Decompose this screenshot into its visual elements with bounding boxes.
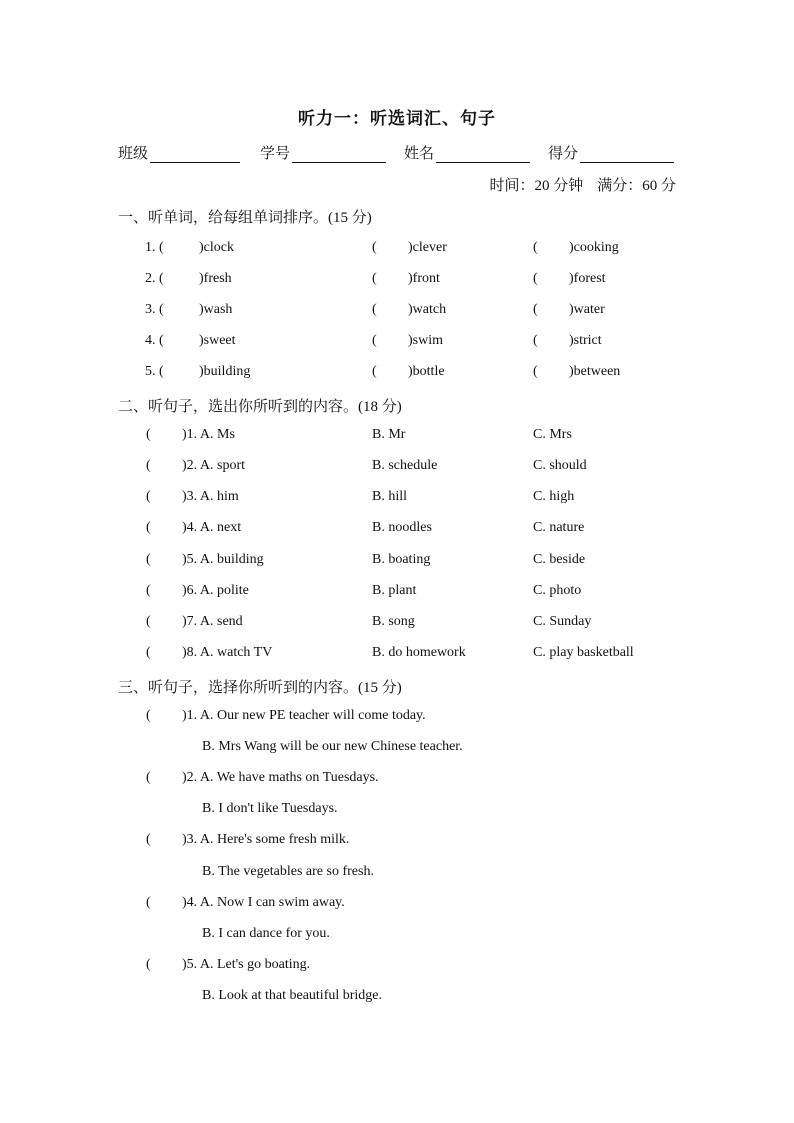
option-a: )6. A. polite: [182, 583, 249, 598]
option-a: )4. A. next: [182, 520, 242, 535]
word-option: )strict: [569, 333, 602, 348]
section2-title: 二、听句子，选出你所听到的内容。(18 分): [118, 399, 402, 415]
word-option: )cooking: [569, 240, 619, 255]
option-b: B. I don't like Tuesdays.: [202, 801, 338, 816]
score-label: 得分: [548, 146, 579, 162]
class-blank: [150, 146, 240, 163]
open-paren: (: [146, 708, 151, 723]
open-paren: (: [146, 957, 151, 972]
section3-title: 三、听句子，选择你所听到的内容。(15 分): [118, 680, 402, 696]
row-number: 3. (: [145, 302, 164, 317]
word-option: )watch: [408, 302, 447, 317]
word-option: )water: [569, 302, 605, 317]
section1-row: [0, 271, 794, 291]
option-b: B. song: [372, 614, 415, 629]
option-a: )2. A. sport: [182, 458, 245, 473]
open-paren: (: [146, 770, 151, 785]
word-option: )front: [408, 271, 440, 286]
option-c: C. play basketball: [533, 645, 634, 660]
open-paren: (: [146, 520, 151, 535]
section1-row: [0, 333, 794, 353]
section2-row: [0, 458, 794, 478]
class-field: [118, 142, 240, 163]
option-b: B. Mr: [372, 427, 406, 442]
option-a: )1. A. Our new PE teacher will come today.: [182, 708, 426, 723]
word-option: )clock: [199, 240, 234, 255]
time-score-row: [489, 174, 676, 195]
open-paren: (: [533, 302, 538, 317]
option-a: )2. A. We have maths on Tuesdays.: [182, 770, 379, 785]
word-option: )wash: [199, 302, 233, 317]
section2-row: [0, 614, 794, 634]
student-info-row: [118, 142, 678, 164]
word-option: )between: [569, 364, 621, 379]
word-option: )bottle: [408, 364, 445, 379]
option-a: )5. A. building: [182, 552, 264, 567]
option-b: B. hill: [372, 489, 408, 504]
open-paren: (: [146, 427, 151, 442]
row-number: 4. (: [145, 333, 164, 348]
open-paren: (: [533, 240, 538, 255]
score-blank: [580, 146, 674, 163]
class-label: 班级: [118, 146, 149, 162]
open-paren: (: [372, 271, 377, 286]
open-paren: (: [146, 552, 151, 567]
number-label: 学号: [260, 146, 291, 162]
option-c: C. Sunday: [533, 614, 592, 629]
full-score-text: 满分：60 分: [597, 178, 676, 194]
option-a: )7. A. send: [182, 614, 243, 629]
open-paren: (: [146, 645, 151, 660]
section2-row: [0, 552, 794, 572]
option-b: B. schedule: [372, 458, 438, 473]
section2-row: [0, 427, 794, 447]
option-a: )8. A. watch TV: [182, 645, 273, 660]
section2-row: [0, 645, 794, 665]
word-option: )clever: [408, 240, 447, 255]
option-b: B. I can dance for you.: [202, 926, 330, 941]
word-option: )building: [199, 364, 251, 379]
row-number: 2. (: [145, 271, 164, 286]
name-field: [404, 142, 530, 163]
open-paren: (: [146, 583, 151, 598]
open-paren: (: [372, 302, 377, 317]
option-a: )1. A. Ms: [182, 427, 235, 442]
open-paren: (: [146, 895, 151, 910]
time-text: 时间：20 分钟: [489, 178, 584, 194]
option-a: )5. A. Let's go boating.: [182, 957, 311, 972]
option-b: B. The vegetables are so fresh.: [202, 864, 374, 879]
open-paren: (: [372, 240, 377, 255]
option-b: B. boating: [372, 552, 431, 567]
open-paren: (: [146, 458, 151, 473]
section1-row: [0, 364, 794, 384]
option-b: B. do homework: [372, 645, 466, 660]
page-title: 听力一：听选词汇、句子: [298, 109, 496, 128]
option-a: )4. A. Now I can swim away.: [182, 895, 345, 910]
word-option: )sweet: [199, 333, 236, 348]
section2-row: [0, 520, 794, 540]
section2-row: [0, 583, 794, 603]
open-paren: (: [533, 333, 538, 348]
option-b: B. Look at that beautiful bridge.: [202, 988, 383, 1003]
option-c: C. photo: [533, 583, 582, 598]
option-c: C. Mrs: [533, 427, 572, 442]
option-c: C. nature: [533, 520, 585, 535]
open-paren: (: [146, 832, 151, 847]
open-paren: (: [146, 489, 151, 504]
option-a: )3. A. Here's some fresh milk.: [182, 832, 350, 847]
section1-row: [0, 302, 794, 322]
name-label: 姓名: [404, 146, 435, 162]
open-paren: (: [533, 271, 538, 286]
open-paren: (: [533, 364, 538, 379]
open-paren: (: [372, 333, 377, 348]
option-b: B. Mrs Wang will be our new Chinese teacher.: [202, 739, 463, 754]
option-b: B. plant: [372, 583, 417, 598]
word-option: )fresh: [199, 271, 232, 286]
option-b: B. noodles: [372, 520, 432, 535]
number-field: [260, 142, 386, 163]
section1-row: [0, 240, 794, 260]
option-a: )3. A. him: [182, 489, 239, 504]
row-number: 1. (: [145, 240, 164, 255]
section2-row: [0, 489, 794, 509]
word-option: )forest: [569, 271, 606, 286]
row-number: 5. (: [145, 364, 164, 379]
open-paren: (: [146, 614, 151, 629]
score-field: [548, 142, 674, 163]
option-c: C. should: [533, 458, 587, 473]
option-c: C. high: [533, 489, 575, 504]
name-blank: [436, 146, 530, 163]
number-blank: [292, 146, 386, 163]
section1-title: 一、听单词，给每组单词排序。(15 分): [118, 210, 372, 226]
word-option: )swim: [408, 333, 443, 348]
option-c: C. beside: [533, 552, 586, 567]
open-paren: (: [372, 364, 377, 379]
